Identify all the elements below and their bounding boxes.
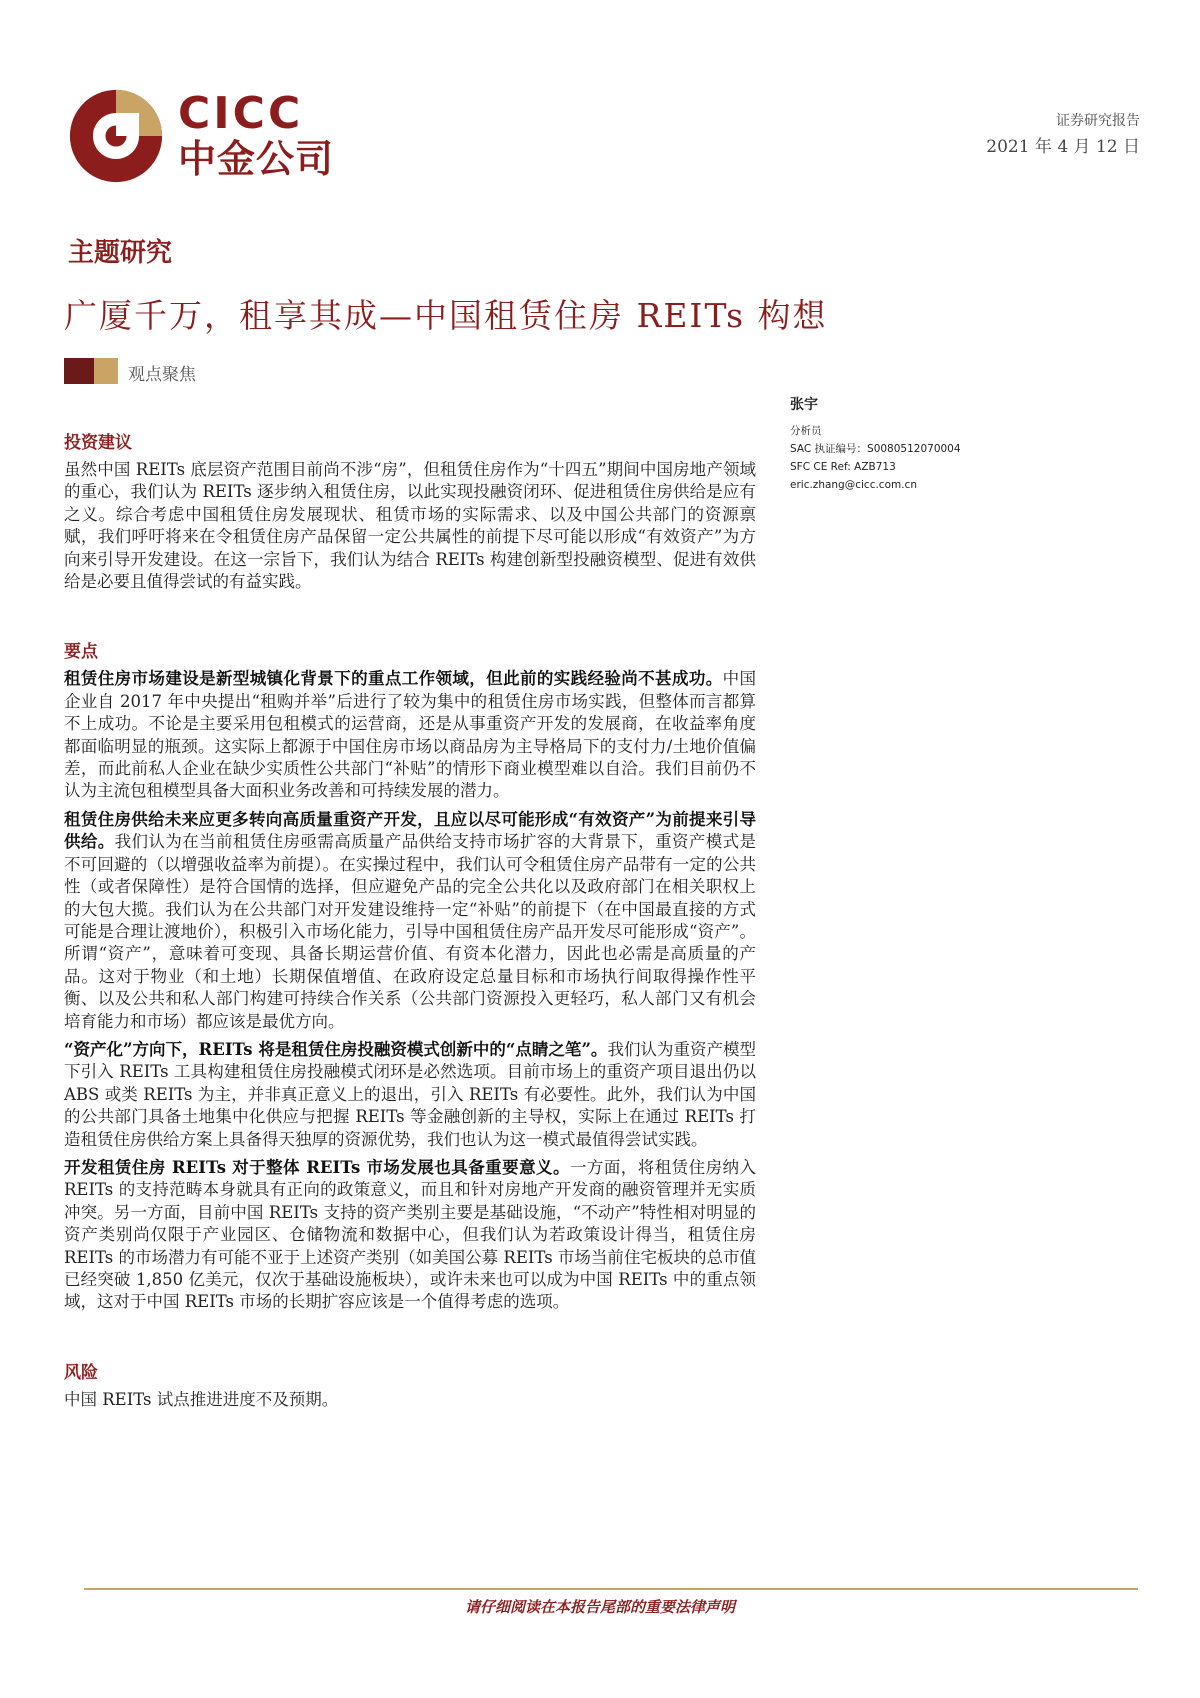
report-type: 证券研究报告 bbox=[1056, 113, 1140, 129]
analyst-name: 张宇 bbox=[790, 397, 818, 413]
analyst-role: 分析员 bbox=[790, 425, 822, 437]
analyst-sfc: SFC CE Ref: AZB713 bbox=[790, 461, 896, 473]
report-date: 2021 年 4 月 12 日 bbox=[986, 137, 1140, 157]
focus-bar-decoration bbox=[64, 358, 118, 384]
keypoints-heading: 要点 bbox=[64, 642, 98, 663]
keypoint-1-text: 中国企业自 2017 年中央提出“租购并举”后进行了较为集中的租赁住房市场实践，但整体而言都算不上成功。不论是主要采用包租模式的运营商，还是从事重资产开发的发展商，在收益率角度都面临明显的瓶颈。这实际上都源于中国住房市场以商品房为主导格局下的支付力/土地价值偏差，而此前私人企业在缺少实质性公共部门“补贴”的情形下商业模型难以自洽。我们目前仍不认为主流包租模型具备大面积业务改善和可持续发展的潜力。 bbox=[64, 669, 757, 801]
keypoint-1-lead: 租赁住房市场建设是新型城镇化背景下的重点工作领域，但此前的实践经验尚不甚成功。 bbox=[64, 669, 723, 689]
focus-label: 观点聚焦 bbox=[128, 365, 196, 385]
keypoint-3-lead: “资产化”方向下，REITs 将是租赁住房投融资模式创新中的“点睛之笔”。 bbox=[64, 1039, 608, 1059]
keypoint-3 bbox=[64, 1039, 756, 1151]
keypoint-4 bbox=[64, 1157, 756, 1314]
keypoint-2-lead: 租赁住房供给未来应更多转向高质量重资产开发，且应以尽可能形成“有效资产”为前提来引导供给。 bbox=[64, 809, 756, 852]
brand-name-en: CICC bbox=[178, 88, 304, 139]
footer-legal-note[interactable]: 请仔细阅读在本报告尾部的重要法律声明 bbox=[464, 1598, 735, 1616]
analyst-info bbox=[790, 394, 990, 494]
footer-divider bbox=[84, 1588, 1138, 1590]
page-title: 广厦千万，租享其成—中国租赁住房 REITs 构想 bbox=[64, 296, 828, 335]
keypoint-2 bbox=[64, 809, 756, 1033]
keypoint-4-text: 一方面，将租赁住房纳入 REITs 的支持范畴本身就具有正向的政策意义，而且和针对房地产开发商的融资管理并无实质冲突。另一方面，目前中国 REITs 支持的资产类别主要是基础设施，“不动产”特性相对明显的资产类别尚仅限于产业园区、仓储物流和数据中心，但我们认为若政策设计得当，租赁住房 REITs 的市场潜力有可能不亚于上述资产类别（如美国公募 REITs 市场当前住宅板块的总市值已经突破 1,850 亿美元，仅次于基础设施板块），或许未来也可以成为中国 REITs 中的重点领域，这对于中国 REITs 市场的长期扩容应该是一个值得考虑的选项。 bbox=[64, 1157, 756, 1312]
risk-text: 中国 REITs 试点推进进度不及预期。 bbox=[64, 1389, 339, 1409]
keypoint-1 bbox=[64, 668, 756, 802]
analyst-email[interactable]: eric.zhang@cicc.com.cn bbox=[790, 479, 917, 491]
keypoint-2-text: 我们认为在当前租赁住房亟需高质量产品供给支持市场扩容的大背景下，重资产模式是不可回避的（以增强收益率为前提）。在实操过程中，我们认可令租赁住房产品带有一定的公共性（或者保障性）是符合国情的选择，但应避免产品的完全公共化以及政府部门在相关职权上的大包大揽。我们认为在公共部门对开发建设维持一定“补贴”的前提下（在中国最直接的方式可能是合理让渡地价），积极引入市场化能力，引导中国租赁住房产品开发尽可能形成“资产”。所谓“资产”，意味着可变现、具备长期运营价值、有资本化潜力，因此也必需是高质量的产品。这对于物业（和土地）长期保值增值、在政府设定总量目标和市场执行间取得操作性平衡、以及公共和私人部门构建可持续合作关系（公共部门资源投入更轻巧，私人部门又有机会培育能力和市场）都应该是最优方向。 bbox=[64, 832, 757, 1031]
report-body bbox=[64, 428, 756, 1411]
investment-text: 虽然中国 REITs 底层资产范围目前尚不涉“房”，但租赁住房作为“十四五”期间中国房地产领域的重心，我们认为 REITs 逐步纳入租赁住房，以此实现投融资闭环、促进租赁住房供给是应有之义。综合考虑中国租赁住房发展现状、租赁市场的实际需求、以及中国公共部门的资源禀赋，我们呼吁将来在令租赁住房产品保留一定公共属性的前提下尽可能以形成“有效资产”为方向来引导开发建设。在这一宗旨下，我们认为结合 REITs 构建创新型投融资模型、促进有效供给是必要且值得尝试的有益实践。 bbox=[64, 460, 756, 592]
analyst-sac: SAC 执证编号：S0080512070004 bbox=[790, 443, 961, 455]
keypoint-4-lead: 开发租赁住房 REITs 对于整体 REITs 市场发展也具备重要意义。 bbox=[64, 1157, 570, 1177]
investment-heading: 投资建议 bbox=[64, 433, 132, 453]
section-label: 主题研究 bbox=[68, 238, 173, 268]
risk-heading: 风险 bbox=[64, 1362, 98, 1383]
brand-name-cn: 中金公司 bbox=[178, 137, 335, 181]
keypoint-3-text: 我们认为重资产模型下引入 REITs 工具构建租赁住房投融模式闭环是必然选项。目前市场上的重资产项目退出仍以 ABS 或类 REITs 为主，并非真正意义上的退出，引入 REITs 有必要性。此外，我们认为中国的公共部门具备土地集中化供应与把握 REITs 等金融创新的主导权，实际上在通过 REITs 打造租赁住房供给方案上具备得天独厚的资源优势，我们也认为这一模式最值得尝试实践。 bbox=[64, 1039, 756, 1149]
cicc-logo-icon bbox=[68, 88, 164, 184]
